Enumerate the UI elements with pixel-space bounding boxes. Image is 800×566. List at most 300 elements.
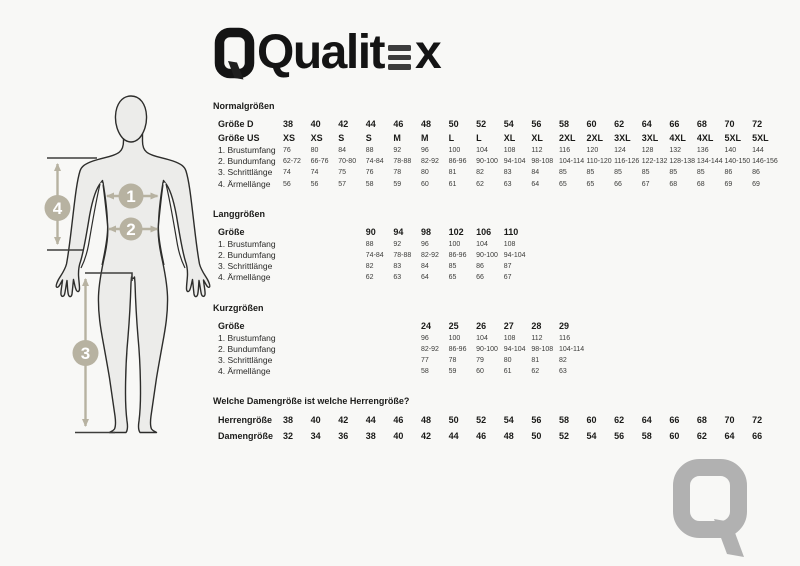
cell-value [614, 239, 642, 250]
cell-value: 88 [365, 147, 374, 154]
cell-value: 38 [365, 431, 376, 442]
cell-value [725, 272, 753, 283]
cell-value: 63 [393, 274, 402, 282]
cell-value [338, 333, 366, 344]
cell-value: 79 [476, 356, 484, 364]
cell-value: 86-96 [448, 345, 467, 353]
table-row [213, 117, 788, 131]
cell-value [531, 225, 559, 239]
cell-value [752, 272, 780, 283]
cell-value [725, 355, 753, 366]
cell-value [393, 366, 421, 377]
cell-value: 74 [310, 169, 319, 177]
cell-value [669, 225, 697, 239]
marker-4-label: 4 [52, 199, 63, 218]
cell-value: 72 [752, 415, 763, 426]
q-watermark-icon [655, 445, 800, 566]
cell-value [393, 333, 421, 344]
cell-value: 80 [420, 169, 429, 177]
cell-value: 69 [752, 180, 760, 188]
cell-value [725, 250, 753, 261]
cell-value: 116-126 [614, 158, 640, 166]
cell-value: 56 [310, 180, 319, 188]
cell-value: 66 [669, 415, 680, 426]
cell-value: 32 [283, 431, 294, 442]
cell-value: 85 [614, 169, 622, 177]
cell-value: 61 [503, 368, 512, 376]
cell-value [642, 239, 670, 250]
cell-value: 66 [614, 180, 622, 188]
cell-value [669, 319, 697, 333]
cell-value: 85 [696, 169, 705, 177]
row-label: 1. Brustumfang [218, 332, 276, 343]
cell-value: 64 [641, 119, 652, 129]
row-label: 1. Brustumfang [218, 238, 276, 249]
cell-value: 52 [476, 119, 487, 129]
table-row [213, 428, 788, 444]
cell-value [614, 344, 642, 355]
cell-value [697, 272, 725, 283]
cell-value: 86 [476, 263, 484, 271]
cell-value: 104-114 [558, 158, 585, 166]
cell-value: 81 [448, 169, 457, 177]
cell-value: 66 [752, 431, 763, 442]
cell-value: 64 [641, 415, 652, 426]
cell-value [642, 344, 670, 355]
cell-value: 64 [531, 180, 540, 188]
cell-value: 56 [283, 180, 291, 188]
cell-value: 86-96 [448, 158, 467, 166]
size-tables [213, 100, 788, 462]
cell-value: 2XL [558, 133, 576, 143]
cell-value: 94 [393, 226, 404, 237]
cell-value: 132 [669, 147, 681, 154]
cell-value: 46 [393, 415, 404, 426]
cell-value: 120 [586, 147, 599, 154]
cell-value: 4XL [669, 133, 686, 143]
cell-value: 82 [365, 263, 374, 271]
cell-value [587, 333, 615, 344]
table-row [213, 131, 788, 145]
cell-value [311, 272, 339, 283]
cell-value: 63 [558, 368, 567, 376]
row-label: 3. Schrittlänge [218, 354, 273, 365]
cell-value: 92 [393, 147, 402, 154]
cell-value: 42 [338, 415, 349, 426]
row-label: 3. Schrittlänge [218, 167, 273, 178]
row-label: 4. Ärmellänge [218, 178, 271, 189]
cell-value: 104-114 [558, 345, 585, 353]
cell-value: 64 [420, 274, 429, 282]
cell-value: 94-104 [503, 251, 526, 259]
cell-value: 58 [558, 119, 569, 129]
cell-value: 96 [420, 334, 429, 342]
cell-value: 80 [310, 147, 319, 154]
cell-value: 82-92 [420, 158, 439, 166]
cell-value: 81 [531, 356, 540, 364]
cell-value: 56 [531, 415, 542, 426]
cell-value: 67 [641, 180, 650, 188]
cell-value [642, 261, 670, 272]
cell-value: 66-76 [310, 158, 329, 166]
cell-value [697, 333, 725, 344]
cell-value: 98-108 [531, 345, 554, 353]
cell-value: 68 [696, 180, 705, 188]
table-row [213, 261, 788, 272]
cell-value [559, 250, 587, 261]
cell-value: 70-80 [338, 158, 357, 166]
cell-value: 44 [448, 431, 459, 442]
cell-value [614, 366, 642, 377]
marker-3-label: 3 [80, 344, 91, 363]
cell-value [725, 344, 753, 355]
cell-value: 83 [393, 263, 402, 271]
row-label: 1. Brustumfang [218, 145, 276, 155]
cell-value [642, 272, 670, 283]
cell-value [559, 225, 587, 239]
cell-value: 82-92 [420, 345, 439, 353]
cell-value [614, 225, 642, 239]
cell-value: 50 [531, 431, 542, 442]
cell-value: 100 [448, 147, 461, 154]
cell-value [752, 250, 780, 261]
cell-value: 27 [503, 320, 514, 331]
cell-value: 74 [283, 169, 291, 177]
cell-value: 69 [724, 180, 733, 188]
cell-value [338, 225, 366, 239]
cell-value [587, 272, 615, 283]
size-table-kurzgroessen [213, 302, 788, 378]
cell-value [283, 366, 311, 377]
row-label: 3. Schrittlänge [218, 261, 273, 272]
cell-value: 144 [752, 147, 764, 154]
cell-value [366, 344, 394, 355]
cell-value: 60 [669, 431, 680, 442]
cell-value: 24 [420, 320, 431, 331]
cell-value: M [420, 133, 429, 143]
cell-value: 78-88 [393, 158, 412, 166]
cell-value: 85 [669, 169, 678, 177]
cell-value: 42 [338, 119, 349, 129]
cell-value: 90-100 [476, 251, 498, 259]
body-silhouette [56, 134, 210, 433]
cell-value: 48 [420, 119, 431, 129]
cell-value: 50 [448, 415, 459, 426]
cell-value [283, 344, 311, 355]
cell-value [669, 250, 697, 261]
cell-value [669, 239, 697, 250]
cell-value [697, 319, 725, 333]
cell-value: 59 [393, 180, 402, 188]
cell-value [614, 272, 642, 283]
table-row [213, 179, 788, 190]
cell-value: 58 [558, 415, 569, 426]
size-table-normalgroessen [213, 100, 788, 190]
cell-value [669, 355, 697, 366]
cell-value: 2XL [586, 133, 604, 143]
cell-value [587, 225, 615, 239]
cell-value [669, 366, 697, 377]
cell-value [725, 319, 753, 333]
cell-value: 52 [476, 415, 487, 426]
cell-value: 66 [476, 274, 484, 282]
cell-value [697, 250, 725, 261]
cell-value: 62 [531, 368, 540, 376]
cell-value: 42 [420, 431, 431, 442]
cell-value [531, 261, 559, 272]
cell-value: 46 [393, 119, 404, 129]
cell-value: 62 [614, 119, 625, 129]
cell-value: 62 [696, 431, 707, 442]
cell-value: 59 [448, 368, 457, 376]
cell-value: XL [503, 133, 516, 143]
cell-value [283, 261, 311, 272]
cell-value [697, 261, 725, 272]
cell-value [752, 333, 780, 344]
cell-value: 108 [503, 240, 516, 248]
cell-value: 65 [586, 180, 595, 188]
row-label: 2. Bundumfang [218, 156, 276, 167]
table-title: Langgrößen [213, 208, 265, 219]
size-table-damen-herren [213, 395, 788, 444]
cell-value: 60 [420, 180, 429, 188]
cell-value: 57 [338, 180, 346, 188]
cell-value: 5XL [724, 133, 742, 143]
cell-value: 63 [503, 180, 512, 188]
cell-value: 68 [696, 119, 707, 129]
cell-value: 90-100 [476, 158, 498, 166]
table-row [213, 412, 788, 428]
cell-value: 122-132 [641, 158, 668, 166]
cell-value: 100 [448, 334, 461, 342]
cell-value [614, 333, 642, 344]
cell-value: 58 [420, 368, 429, 376]
cell-value: 29 [558, 320, 569, 331]
row-label: Größe [218, 226, 245, 237]
body-measurement-figure [30, 85, 220, 455]
cell-value [311, 333, 339, 344]
cell-value: 84 [420, 263, 429, 271]
cell-value: 28 [531, 320, 542, 331]
row-label: 4. Ärmellänge [218, 272, 271, 283]
cell-value [338, 239, 366, 250]
cell-value [311, 225, 339, 239]
cell-value [559, 272, 587, 283]
cell-value [338, 366, 366, 377]
table-title: Normalgrößen [213, 101, 275, 111]
cell-value [311, 261, 339, 272]
cell-value [614, 355, 642, 366]
cell-value: 76 [283, 147, 291, 154]
cell-value: 5XL [752, 133, 769, 143]
row-label: Größe D [218, 119, 254, 129]
cell-value [642, 250, 670, 261]
cell-value [725, 225, 753, 239]
cell-value: 40 [310, 415, 321, 426]
logo-text-right: x [415, 26, 441, 79]
table-row [213, 225, 788, 239]
cell-value: 128-138 [669, 158, 696, 166]
cell-value: S [365, 133, 372, 143]
cell-value [283, 250, 311, 261]
cell-value: 78 [393, 169, 402, 177]
cell-value [587, 355, 615, 366]
cell-value: 90-100 [476, 345, 498, 353]
cell-value: 68 [669, 180, 678, 188]
cell-value [283, 239, 311, 250]
cell-value [283, 355, 311, 366]
cell-value: 25 [448, 320, 459, 331]
cell-value: 85 [586, 169, 595, 177]
cell-value [669, 344, 697, 355]
cell-value: 87 [503, 263, 512, 271]
cell-value: 38 [283, 415, 294, 426]
cell-value: 136 [696, 147, 709, 154]
row-label: Herrengröße [218, 415, 273, 426]
cell-value: 86 [724, 169, 733, 177]
cell-value: 96 [420, 147, 429, 154]
cell-value: 98 [420, 226, 431, 237]
cell-value: 44 [365, 119, 376, 129]
cell-value: 4XL [696, 133, 714, 143]
row-label: 2. Bundumfang [218, 249, 276, 260]
cell-value [752, 319, 780, 333]
cell-value: 108 [503, 334, 516, 342]
cell-value: 3XL [641, 133, 659, 143]
table-row [213, 156, 788, 167]
cell-value: 65 [448, 274, 457, 282]
marker-2-label: 2 [126, 220, 136, 239]
cell-value: L [448, 133, 455, 143]
cell-value: 76 [365, 169, 374, 177]
cell-value [642, 225, 670, 239]
cell-value: 56 [614, 431, 625, 442]
cell-value: 54 [503, 415, 514, 426]
cell-value: 56 [531, 119, 542, 129]
cell-value [366, 355, 394, 366]
cell-value: 54 [586, 431, 597, 442]
cell-value: 92 [393, 240, 402, 248]
row-label: Größe US [218, 133, 260, 143]
cell-value [697, 355, 725, 366]
cell-value [752, 344, 780, 355]
cell-value [697, 225, 725, 239]
cell-value: XS [283, 133, 296, 143]
cell-value [697, 344, 725, 355]
cell-value: 60 [586, 119, 597, 129]
cell-value [531, 239, 559, 250]
cell-value: 78-88 [393, 251, 412, 259]
cell-value: 94-104 [503, 158, 526, 166]
cell-value [587, 366, 615, 377]
cell-value [311, 366, 339, 377]
cell-value: 140-150 [724, 158, 751, 166]
cell-value: 98-108 [531, 158, 554, 166]
cell-value: 134-144 [696, 158, 723, 166]
cell-value: 82 [476, 169, 484, 177]
cell-value: 82 [558, 356, 567, 364]
cell-value [587, 344, 615, 355]
cell-value: 102 [448, 226, 464, 237]
cell-value: 104 [476, 240, 488, 248]
cell-value: 110-120 [586, 158, 612, 166]
cell-value: 34 [310, 431, 321, 442]
cell-value [531, 272, 559, 283]
cell-value: 60 [586, 415, 597, 426]
cell-value: 36 [338, 431, 349, 442]
cell-value [311, 250, 339, 261]
cell-value: 58 [365, 180, 374, 188]
cell-value [725, 239, 753, 250]
cell-value: 50 [448, 119, 459, 129]
cell-value: 82-92 [420, 251, 439, 259]
cell-value: 83 [503, 169, 512, 177]
row-label: Damengröße [218, 431, 274, 442]
cell-value: XS [310, 133, 323, 143]
cell-value [338, 355, 366, 366]
cell-value: 106 [476, 226, 492, 237]
cell-value: 46 [476, 431, 487, 442]
cell-value: 86-96 [448, 251, 467, 259]
cell-value: 85 [448, 263, 457, 271]
cell-value: 26 [476, 320, 487, 331]
cell-value [642, 333, 670, 344]
logo-e-icon [388, 45, 411, 70]
cell-value [283, 225, 311, 239]
cell-value: 70 [724, 415, 735, 426]
cell-value [531, 250, 559, 261]
cell-value [393, 355, 421, 366]
cell-value: 54 [503, 119, 514, 129]
cell-value [311, 239, 339, 250]
table-row [213, 145, 788, 156]
cell-value [393, 319, 421, 333]
cell-value [614, 319, 642, 333]
cell-value: 52 [558, 431, 569, 442]
cell-value [614, 261, 642, 272]
cell-value: 68 [696, 415, 707, 426]
cell-value: 62 [365, 274, 374, 282]
cell-value: 104 [476, 147, 488, 154]
cell-value [669, 333, 697, 344]
cell-value: 40 [310, 119, 321, 129]
cell-value: 100 [448, 240, 461, 248]
cell-value: 61 [448, 180, 457, 188]
cell-value: 58 [641, 431, 652, 442]
row-label: Größe [218, 320, 245, 331]
cell-value [338, 250, 366, 261]
cell-value [669, 261, 697, 272]
cell-value [642, 319, 670, 333]
cell-value: S [338, 133, 345, 143]
table-title: Kurzgrößen [213, 302, 264, 313]
cell-value [283, 333, 311, 344]
cell-value [642, 366, 670, 377]
table-row [213, 366, 788, 377]
cell-value [697, 239, 725, 250]
cell-value: 48 [420, 415, 431, 426]
cell-value: 65 [558, 180, 567, 188]
cell-value: 48 [503, 431, 514, 442]
cell-value: 74-84 [365, 251, 384, 259]
cell-value [366, 366, 394, 377]
table-row [213, 239, 788, 250]
head [115, 96, 146, 142]
cell-value [614, 250, 642, 261]
cell-value [338, 319, 366, 333]
cell-value [311, 344, 339, 355]
cell-value [642, 355, 670, 366]
